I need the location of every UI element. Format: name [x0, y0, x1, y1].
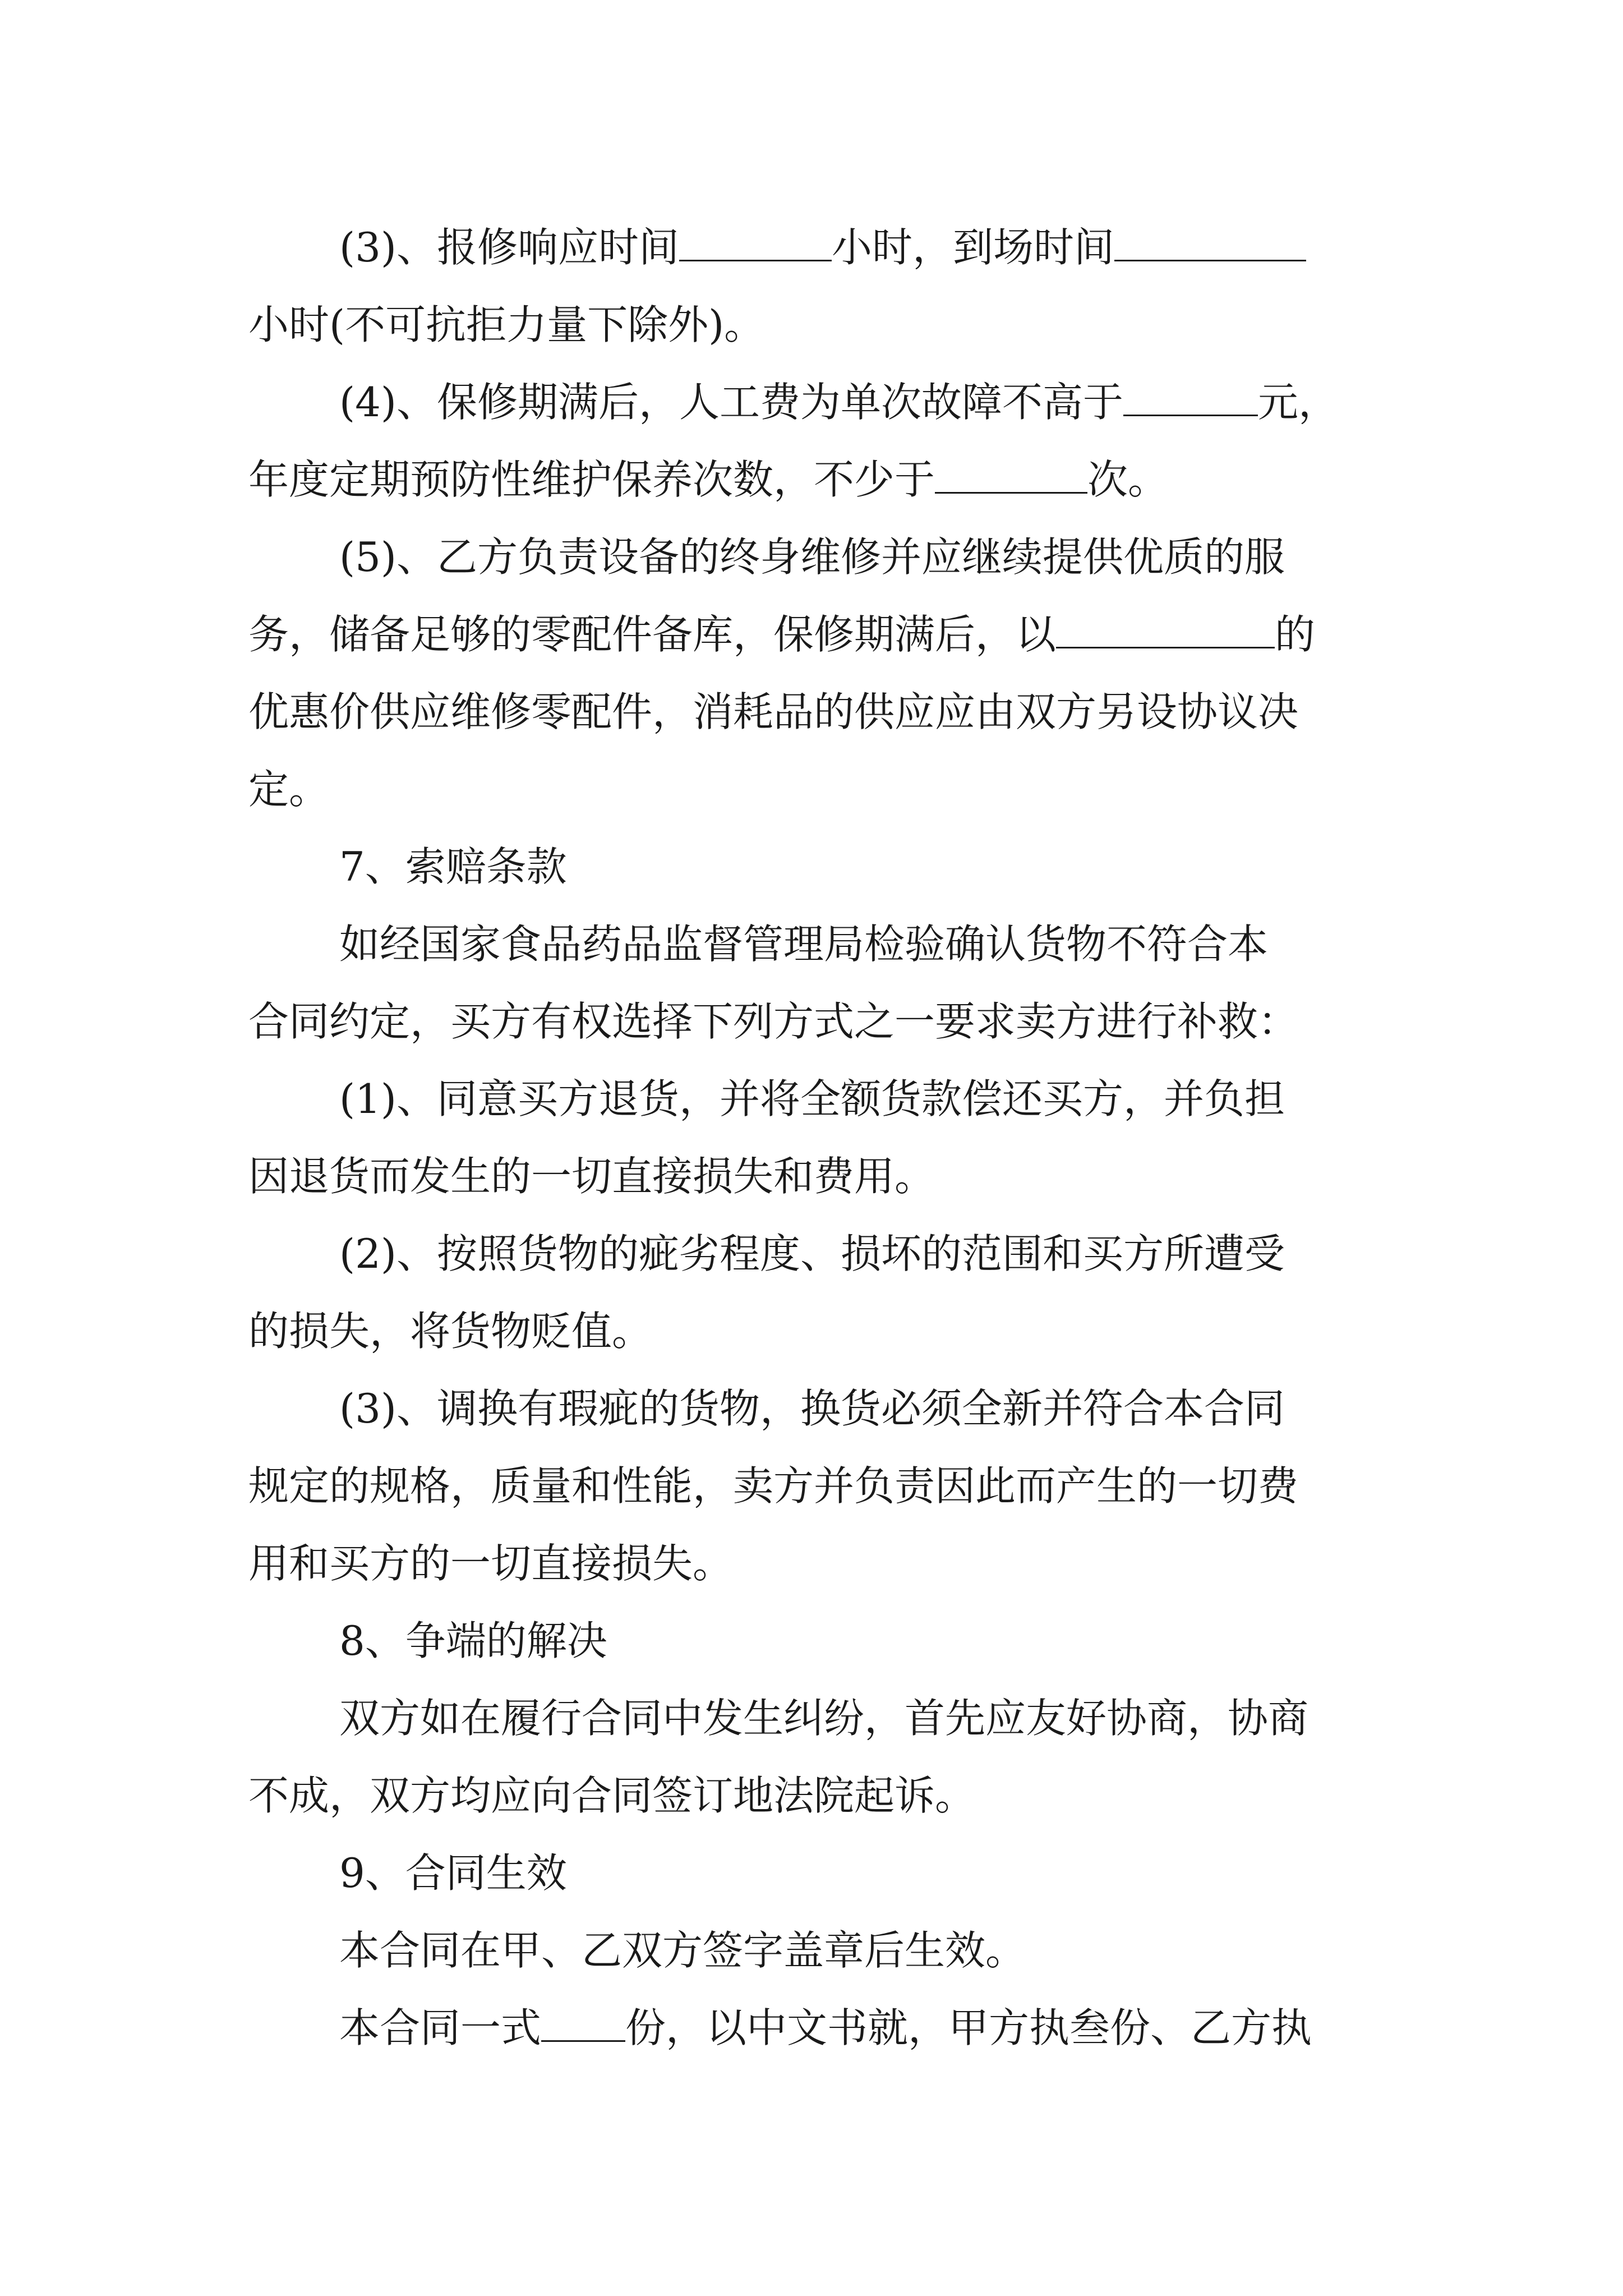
- section-7-intro-line-2: 合同约定，买方有权选择下列方式之一要求卖方进行补救：: [248, 998, 1299, 1045]
- section-8-line-2: 不成，双方均应向合同签订地法院起诉。: [248, 1772, 976, 1819]
- section-9-heading: 9、合同生效: [339, 1849, 567, 1897]
- clause-6-5-line-1: (5)、乙方负责设备的终身维修并应继续提供优质的服: [339, 533, 1285, 581]
- clause-6-3-line-2: 小时(不可抗拒力量下除外)。: [248, 301, 765, 348]
- clause-7-2-line-2: 的损失，将货物贬值。: [248, 1308, 653, 1355]
- text-segment: (4)、保修期满后，人工费为单次故障不高于: [339, 379, 1123, 426]
- blank-field: [679, 213, 832, 261]
- clause-7-1-line-2: 因退货而发生的一切直接损失和费用。: [248, 1153, 935, 1200]
- text-segment: 元，: [1258, 379, 1339, 426]
- blank-field: [935, 445, 1087, 494]
- clause-6-5-line-2: [248, 596, 1387, 673]
- clause-6-5-line-3: 优惠价供应维修零配件，消耗品的供应应由双方另设协议决: [248, 688, 1299, 735]
- clause-7-3-line-1: (3)、调换有瑕疵的货物，换货必须全新并符合本合同: [339, 1385, 1285, 1432]
- text-segment: 小时，到场时间: [832, 224, 1115, 271]
- blank-field: [541, 1993, 625, 2042]
- text-segment: 年度定期预防性维护保养次数，不少于: [248, 456, 935, 503]
- section-7-heading: 7、索赔条款: [339, 843, 567, 890]
- text-segment: 的: [1275, 611, 1316, 658]
- text-segment: 次。: [1087, 456, 1169, 503]
- section-9-line-2: [248, 1989, 1387, 2067]
- clause-6-4-line-2: [248, 441, 1387, 518]
- section-9-line-1: 本合同在甲、乙双方签字盖章后生效。: [339, 1927, 1026, 1974]
- section-7-intro-line-1: 如经国家食品药品监督管理局检验确认货物不符合本: [339, 921, 1269, 968]
- section-8-line-1: 双方如在履行合同中发生纠纷，首先应友好协商，协商: [339, 1695, 1309, 1742]
- clause-7-3-line-2: 规定的规格，质量和性能，卖方并负责因此而产生的一切费: [248, 1462, 1299, 1510]
- clause-6-4-line-1: [248, 364, 1387, 441]
- blank-field: [1123, 367, 1258, 416]
- clause-6-3-line-1: [248, 209, 1387, 286]
- clause-7-1-line-1: (1)、同意买方退货，并将全额货款偿还买方，并负担: [339, 1075, 1285, 1122]
- clause-6-5-line-4: 定。: [248, 766, 330, 813]
- text-segment: 务，储备足够的零配件备库，保修期满后，以: [248, 611, 1057, 658]
- text-segment: 本合同一式: [339, 2004, 542, 2051]
- blank-field: [1056, 600, 1275, 648]
- document-body: [248, 209, 1387, 2067]
- clause-7-2-line-1: (2)、按照货物的疵劣程度、损坏的范围和买方所遭受: [339, 1230, 1285, 1277]
- section-8-heading: 8、争端的解决: [339, 1617, 607, 1664]
- text-segment: (3)、报修响应时间: [339, 224, 679, 271]
- clause-7-3-line-3: 用和买方的一切直接损失。: [248, 1540, 734, 1587]
- text-segment: 份，以中文书就，甲方执叁份、乙方执: [625, 2004, 1312, 2051]
- blank-field: [1114, 213, 1306, 261]
